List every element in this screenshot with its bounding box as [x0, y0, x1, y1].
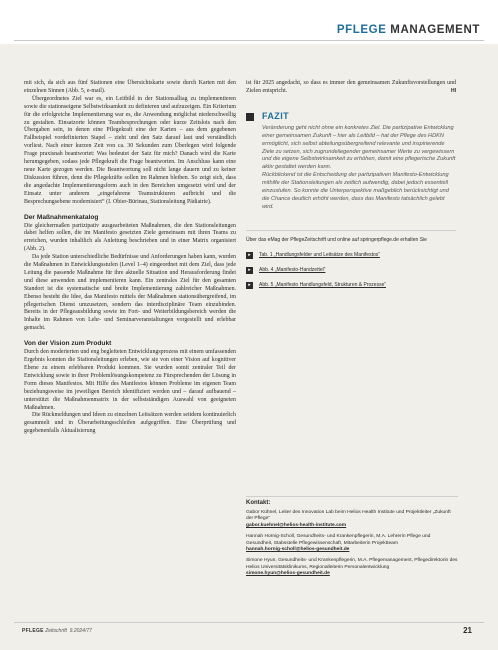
contact-title: Kontakt: [246, 500, 271, 506]
emag-link-abb4[interactable] [246, 267, 456, 274]
document-link-icon: ▸ [246, 282, 253, 289]
emag-link-label: Abb. 5 „Manifesto Handlungsfeld, Strukturen & Prozesse“ [259, 281, 387, 288]
article-end-mark: HI [451, 87, 456, 94]
subheading-massnahmenkatalog: Der Maßnahmenkatalog [24, 213, 99, 221]
body-paragraph: Die gleichermaßen partizipativ ausgearbeiteten Maßnahmen, die den Stationsleitungen dabei helfen sollen, die im Manifesto gesetzten Ziele gemeinsam mit ihren Teams zu erreichen, wurden inhaltlich als Anleitung beschrieben und in einer Matrix organisiert (Abb. 2). [24, 222, 236, 253]
contact-description: Hannah Hornig-Scholl, Gesundheits- und Krankenpflegerin, M.A. Lehrerin Pflege und Gesundheit, Stabsstelle Pflegewissenschaft, Mitarbeiterin Projektteam [246, 533, 431, 546]
body-paragraph: Da jede Station unterschiedliche Bedürfnisse und Anforderungen haben kann, wurden die Maßnahmen in Entwicklungsstufen (Level 1–4) eingeordnet mit dem Ziel, dass jede Leitung die passende Maßnahme für ihre aktuelle Situation und Herausforderung findet und diese anwenden und implementieren kann. Ein zentrales Ziel für den gesamten Standort ist die systematische und breite Implementierung zahlreicher Maßnahmen. Ebenso besteht die Idee, das Manifesto mittels der Maßnahmen stationsübergreifend, im pflegerischen Dienst umzusetzen, sondern das interdisziplinäre Team einzubinden. Bereits in der Pflegeausbildung sowie im Fort- und Weiterbildungsbereich werden die Inhalte im Rahmen von Lehr- und Seminarveranstaltungen vorgestellt und erlebbar gemacht. [24, 254, 236, 332]
fazit-box [262, 125, 456, 212]
body-paragraph: mit sich, da sich aus fünf Stationen eine Übersichtskarte sowie durch Karten mit den einzelnen Sinnen (Abb. 5, e-mail). [24, 80, 236, 94]
section-title-accent: PFLEGE [336, 24, 387, 36]
contact-entry [246, 534, 458, 554]
fazit-paragraph: Veränderung geht nicht ohne ein konkretes Ziel. Die partizipative Entwicklung einer gemeinsamen Zukunft – hier als Leitbild – hat der Pflege des HDKN ermöglicht, sich selbst abteilungsübergreifend relevante und inspirierende Ziele zu setzen, sich zugrundeliegender gemeinsamer Werte zu vergewissern und die eigene Selbstwirksamkeit zu erhöhen, damit eine pflegerische Zukunft aktiv gestaltet werden kann. [262, 124, 456, 171]
header-divider [14, 40, 484, 41]
fazit-paragraph: Rückblickend ist die Entscheidung der partizipativen Manifesto-Entwicklung mithilfe der Stationsleitungen als zeitlich aufwendig, dabei jedoch essentiell einzustufen. So konnte die Unterperspektive maßgeblich berücksichtigt und die Chance deutlich erhöht werden, dass das Manifesto tatsächlich gelebt wird. [262, 172, 449, 210]
body-paragraph: Durch den moderierten und eng begleiteten Entwicklungsprozess mit einem umfassenden Ergebnis konnten die Stationsleitungen erleben, wie sie von einer Vision auf kognitiver Ebene zu einem erlebbaren Produkt kommen. Sie wurden somit zentraler Teil der Entwicklung sowie in ihrer Problemlösungskompetenz zu Fürsprechenden der Lösung in Form dieses Manifestos. Mit Hilfe des Manifestos können Probleme im eigenen Team beziehungsweise im jeweiligen Bereich identifiziert werden und – darauf aufbauend – unterstützt die Maßnahmenmatrix in der selbstständigen Auswahl von geeigneten Maßnahmen. [24, 349, 236, 411]
emag-link-tab1[interactable] [246, 252, 456, 259]
section-title [337, 24, 480, 36]
emag-link-abb5[interactable] [246, 282, 456, 289]
fazit-header [246, 110, 456, 121]
emag-link-label: Abb. 4 „Manifesto-Handzettel“ [259, 266, 326, 273]
left-column [24, 80, 236, 436]
section-title-rest: MANAGEMENT [386, 24, 480, 36]
body-paragraph [246, 80, 456, 96]
journal-issue: 9.2024/77 [69, 628, 92, 634]
emag-intro: Über das eMag der PflegeZeitschrift und online auf springerpflege.de erhalten Sie [246, 236, 427, 243]
document-link-icon: ▸ [246, 252, 253, 259]
document-link-icon: ▸ [246, 267, 253, 274]
journal-citation [22, 628, 92, 634]
journal-name-rest: Zeitschrift [43, 628, 67, 634]
page-header [0, 0, 498, 44]
contact-description: Gabor Kühnel, Leiter des Innovation Lab beim Helios Health Institute und Projektleiter „Zukunft der Pflege“ [246, 509, 451, 522]
page-number: 21 [463, 626, 472, 635]
contact-description: Simone Hyun, Gesundheits- und Krankenpflegerin, M.A. Pflegemanagement, Pflegedirektorin des Helios Universitätsklinikums, Regionalleiterin Personalentwicklung [246, 557, 458, 570]
body-text: ist für 2025 angedacht, so dass es immer den gemeinsamen Zukunftsvorstellungen und Zielen entspricht. [246, 80, 456, 94]
contact-email-link[interactable]: gabor.kuehnel@helios-health-institute.com [246, 523, 347, 529]
contact-email-link[interactable]: hannah.hornig-scholl@helios-gesundheit.de [246, 547, 350, 553]
contact-box [246, 496, 458, 582]
contact-entry [246, 510, 458, 530]
fazit-title: FAZIT [262, 110, 289, 121]
journal-name: PFLEGE [22, 628, 44, 634]
page-footer [14, 622, 484, 637]
square-bullet-icon [246, 113, 254, 121]
body-paragraph: Übergeordnetes Ziel war es, ein Leitbild in der Stationsalltag zu implementieren sowie die stationseigene Selbstwirksamkeit zu definieren und aufzuzeigen. Ein Kriterium für die erfolgreiche Implementierung war es, die Anwendung möglichst niederschwellig zu gestalten. Einsatzorte können Teambesprechungen oder kurze Zeitslots nach den Übergaben sein, in denen eine Pflegekraft eine der Karten – aus dem gegebenen Fallbeispiel vordefinierten Stapel – zieht und den Satz darauf laut und verständlich vorliest. Nach einer kurzen Zeit von ca. 30 Sekunden zum Überlegen wird folgende Frage praxisnah beantwortet: Was bedeutet der Satz für mich? Danach wird die Karte herumgegeben, sodass jede Pflegekraft die Frage beantworten. Im Anschluss kann eine neue Karte gezogen werden. Die Beantwortung soll nicht lange dauern und zu keiner Diskussion führen, denn die Pflegekräfte sollen im Rahmen bleiben. So zeigt sich, dass die angedachte Implementierungsform auch in den Bereichen umgesetzt wird und der Einsatz unter anderem „eingefahrene Teamstrukturen aufbricht und die Besprechungsebene modernisiert“ (I. Obier-Bürinau, Stationsleitung Pädiatrie). [24, 95, 236, 205]
subheading-vision: Von der Vision zum Produkt [24, 340, 112, 348]
contact-email-link[interactable]: simone.hyun@helios-gesundheit.de [246, 571, 330, 577]
body-paragraph: Die Rückmeldungen und Ideen zu einzelnen Leitsätzen werden seitdem kontinuierlich gesammelt und in Überarbeitungsschleifen aufgegriffen. Eine Überprüfung und gegebenenfalls Aktualisierung [24, 412, 236, 435]
emag-box [246, 230, 456, 289]
emag-link-label: Tab. 1 „Handlungsfelder und Leitsätze des Manifestos“ [259, 251, 380, 258]
right-column [246, 80, 456, 289]
contact-entry [246, 558, 458, 578]
